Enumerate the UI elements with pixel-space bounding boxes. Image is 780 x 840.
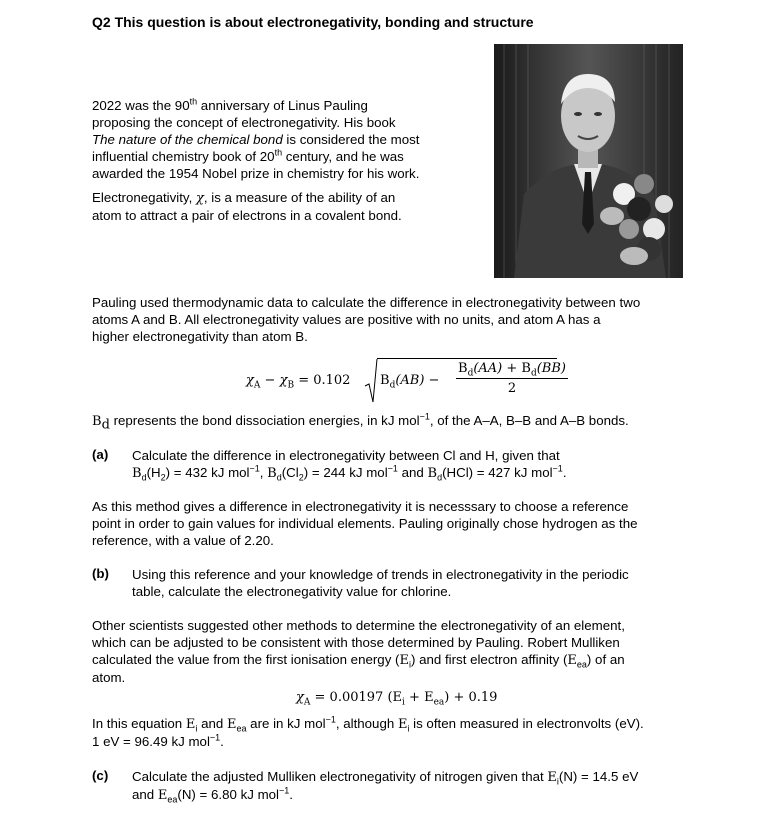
question-a-values bbox=[132, 464, 712, 482]
question-c-label: (c) bbox=[92, 768, 109, 783]
superscript: −1 bbox=[419, 411, 430, 422]
definition-text: Electronegativity, bbox=[92, 190, 196, 205]
pauling-paragraph bbox=[92, 294, 712, 345]
reference-paragraph bbox=[92, 498, 712, 549]
value-text: ) = 432 kJ mol bbox=[165, 465, 250, 480]
definition-text: , is a measure of the ability of an bbox=[203, 190, 396, 205]
subscript: ea bbox=[576, 659, 587, 670]
intro-paragraph bbox=[92, 97, 482, 182]
mulliken-text: ) of an bbox=[586, 652, 625, 667]
ordinal-sup: th bbox=[274, 147, 283, 158]
chi-symbol: χ bbox=[279, 373, 288, 388]
mulliken-paragraph bbox=[92, 617, 712, 686]
energy-symbol: E bbox=[547, 770, 557, 785]
subscript: 2 bbox=[298, 472, 304, 483]
ordinal-sup: th bbox=[189, 96, 198, 107]
value-text: (Cl bbox=[281, 465, 299, 480]
energy-symbol: E bbox=[392, 690, 403, 705]
superscript: −1 bbox=[387, 463, 398, 474]
intro-text: century, and he was bbox=[282, 149, 404, 164]
units-text: . bbox=[220, 734, 224, 749]
mulliken-text: Other scientists suggested other methods to determine the electronegativity of an element, bbox=[92, 618, 625, 633]
fraction-denominator: 2 bbox=[507, 381, 517, 396]
subscript: d bbox=[530, 368, 537, 379]
reference-text: point in order to gain values for individual elements. Pauling originally chose hydrogen as the bbox=[92, 516, 638, 531]
mulliken-text: calculated the value from the first ionisation energy ( bbox=[92, 652, 400, 667]
sqrt-sign bbox=[364, 358, 378, 404]
bond-symbol: B bbox=[92, 414, 102, 429]
intro-text: proposing the concept of electronegativity. His book bbox=[92, 115, 396, 130]
value-text: (H bbox=[146, 465, 161, 480]
intro-text: 2022 was the 90 bbox=[92, 98, 190, 113]
chi-symbol: χ bbox=[246, 373, 254, 388]
subscript: i bbox=[556, 776, 559, 787]
reference-text: As this method gives a difference in electronegativity it is necesssary to choose a reference bbox=[92, 499, 629, 514]
energy-symbol: E bbox=[399, 653, 409, 668]
subscript: ea bbox=[236, 723, 247, 734]
units-line-2 bbox=[92, 733, 732, 750]
bond-argument: (BB) bbox=[536, 361, 566, 376]
units-text: are in kJ mol bbox=[246, 716, 326, 731]
value-text: ) = 244 kJ mol bbox=[303, 465, 388, 480]
subscript: 2 bbox=[160, 472, 166, 483]
energy-symbol: E bbox=[567, 653, 577, 668]
question-title: Q2 This question is about electronegativity, bonding and structure bbox=[92, 14, 534, 30]
equation-text: = 0.00197 ( bbox=[310, 690, 393, 705]
bond-argument: (AB) − bbox=[395, 373, 440, 388]
mulliken-text: ) and first electron affinity ( bbox=[410, 652, 568, 667]
energy-symbol: E bbox=[397, 717, 408, 732]
energy-symbol: E bbox=[226, 717, 237, 732]
subscript: d bbox=[437, 472, 443, 483]
subscript: ea bbox=[167, 794, 178, 805]
bond-symbol: B bbox=[132, 466, 142, 481]
value-text: and bbox=[397, 465, 428, 480]
subscript: d bbox=[467, 368, 474, 379]
bond-energy-definition bbox=[92, 411, 629, 433]
question-a-label: (a) bbox=[92, 447, 109, 462]
units-text: and bbox=[197, 716, 227, 731]
bond-ab-term bbox=[380, 373, 440, 391]
book-title: The nature of the chemical bond bbox=[92, 132, 283, 147]
subscript: A bbox=[303, 697, 311, 708]
bond-symbol: B bbox=[521, 361, 531, 376]
mulliken-equation bbox=[296, 690, 498, 708]
pauling-text: atoms A and B. All electronegativity values are positive with no units, and atom A has a bbox=[92, 312, 601, 327]
subscript: i bbox=[408, 659, 411, 670]
subscript: ea bbox=[433, 697, 445, 708]
bond-argument: (AA) + bbox=[473, 361, 522, 376]
intro-text: awarded the 1954 Nobel prize in chemistry for his work. bbox=[92, 166, 420, 181]
superscript: −1 bbox=[279, 785, 290, 796]
coefficient: = 0.102 bbox=[294, 373, 351, 388]
bond-symbol: B bbox=[427, 466, 438, 481]
units-paragraph bbox=[92, 715, 732, 750]
subscript: i bbox=[407, 723, 410, 734]
question-c-line-2 bbox=[132, 786, 732, 804]
intro-text: is considered the most bbox=[282, 132, 420, 147]
question-b bbox=[132, 566, 712, 600]
units-text: 1 eV = 96.49 kJ mol bbox=[92, 734, 210, 749]
subscript: B bbox=[287, 380, 295, 391]
mulliken-text: atom. bbox=[92, 670, 126, 685]
question-c bbox=[132, 768, 732, 804]
energy-symbol: E bbox=[424, 690, 434, 705]
linus-pauling-photo bbox=[494, 44, 683, 278]
units-text: In this equation bbox=[92, 716, 186, 731]
value-text: , bbox=[259, 465, 268, 480]
bond-symbol: B bbox=[458, 361, 468, 376]
question-c-line-1 bbox=[132, 768, 732, 786]
operator: − bbox=[260, 373, 280, 388]
energy-symbol: E bbox=[185, 717, 196, 732]
sqrt-bar bbox=[377, 358, 557, 359]
bond-symbol: B bbox=[380, 373, 390, 388]
definition-paragraph bbox=[92, 189, 482, 224]
question-b-text: Using this reference and your knowledge of trends in electronegativity in the periodic bbox=[132, 567, 629, 582]
reference-text: reference, with a value of 2.20. bbox=[92, 533, 274, 548]
chi-symbol: χ bbox=[195, 191, 204, 206]
question-c-text: (N) = 6.80 kJ mol bbox=[177, 787, 280, 802]
superscript: −1 bbox=[325, 714, 336, 725]
pauling-equation bbox=[246, 358, 566, 404]
equation-text: + bbox=[404, 690, 425, 705]
units-text: , although bbox=[335, 716, 398, 731]
definition-text: , of the A–A, B–B and A–B bonds. bbox=[429, 413, 629, 428]
equation-text: ) + 0.19 bbox=[444, 690, 498, 705]
pauling-text: higher electronegativity than atom B. bbox=[92, 329, 308, 344]
question-c-text: . bbox=[289, 787, 293, 802]
subscript: d bbox=[276, 472, 282, 483]
superscript: −1 bbox=[552, 463, 563, 474]
pauling-text: Pauling used thermodynamic data to calculate the difference in electronegativity between two bbox=[92, 295, 641, 310]
subscript: i bbox=[195, 723, 198, 734]
question-c-text: (N) = 14.5 eV bbox=[558, 769, 639, 784]
question-b-label: (b) bbox=[92, 566, 109, 581]
units-line-1 bbox=[92, 715, 732, 733]
value-text: . bbox=[562, 465, 567, 480]
mulliken-line-3 bbox=[92, 651, 712, 669]
fraction bbox=[456, 361, 568, 396]
units-text: is often measured in electronvolts (eV). bbox=[409, 716, 644, 731]
question-a-text: Calculate the difference in electronegativity between Cl and H, given that bbox=[132, 448, 560, 463]
subscript: d bbox=[389, 380, 396, 391]
fraction-numerator bbox=[456, 361, 568, 379]
energy-symbol: E bbox=[157, 788, 168, 803]
bond-symbol: B bbox=[267, 466, 277, 481]
question-b-text: table, calculate the electronegativity value for chlorine. bbox=[132, 584, 452, 599]
superscript: −1 bbox=[209, 732, 221, 743]
superscript: −1 bbox=[249, 463, 260, 474]
subscript: d bbox=[101, 417, 110, 433]
question-c-text: and bbox=[132, 787, 158, 802]
mulliken-text: which can be adjusted to be consistent with those determined by Pauling. Robert Mulliken bbox=[92, 635, 620, 650]
definition-text: atom to attract a pair of electrons in a covalent bond. bbox=[92, 208, 402, 223]
value-text: (HCl) = 427 kJ mol bbox=[442, 465, 553, 480]
question-c-text: Calculate the adjusted Mulliken electronegativity of nitrogen given that bbox=[132, 769, 548, 784]
subscript: d bbox=[141, 472, 147, 483]
intro-text: anniversary of Linus Pauling bbox=[197, 98, 368, 113]
intro-text: influential chemistry book of 20 bbox=[92, 149, 275, 164]
equation-lhs bbox=[246, 373, 351, 391]
subscript: i bbox=[402, 697, 405, 708]
photo-illustration bbox=[494, 44, 683, 278]
question-a bbox=[132, 447, 712, 482]
definition-text: represents the bond dissociation energies, in kJ mol bbox=[109, 413, 420, 428]
subscript: A bbox=[253, 380, 261, 391]
chi-symbol: χ bbox=[296, 690, 304, 705]
